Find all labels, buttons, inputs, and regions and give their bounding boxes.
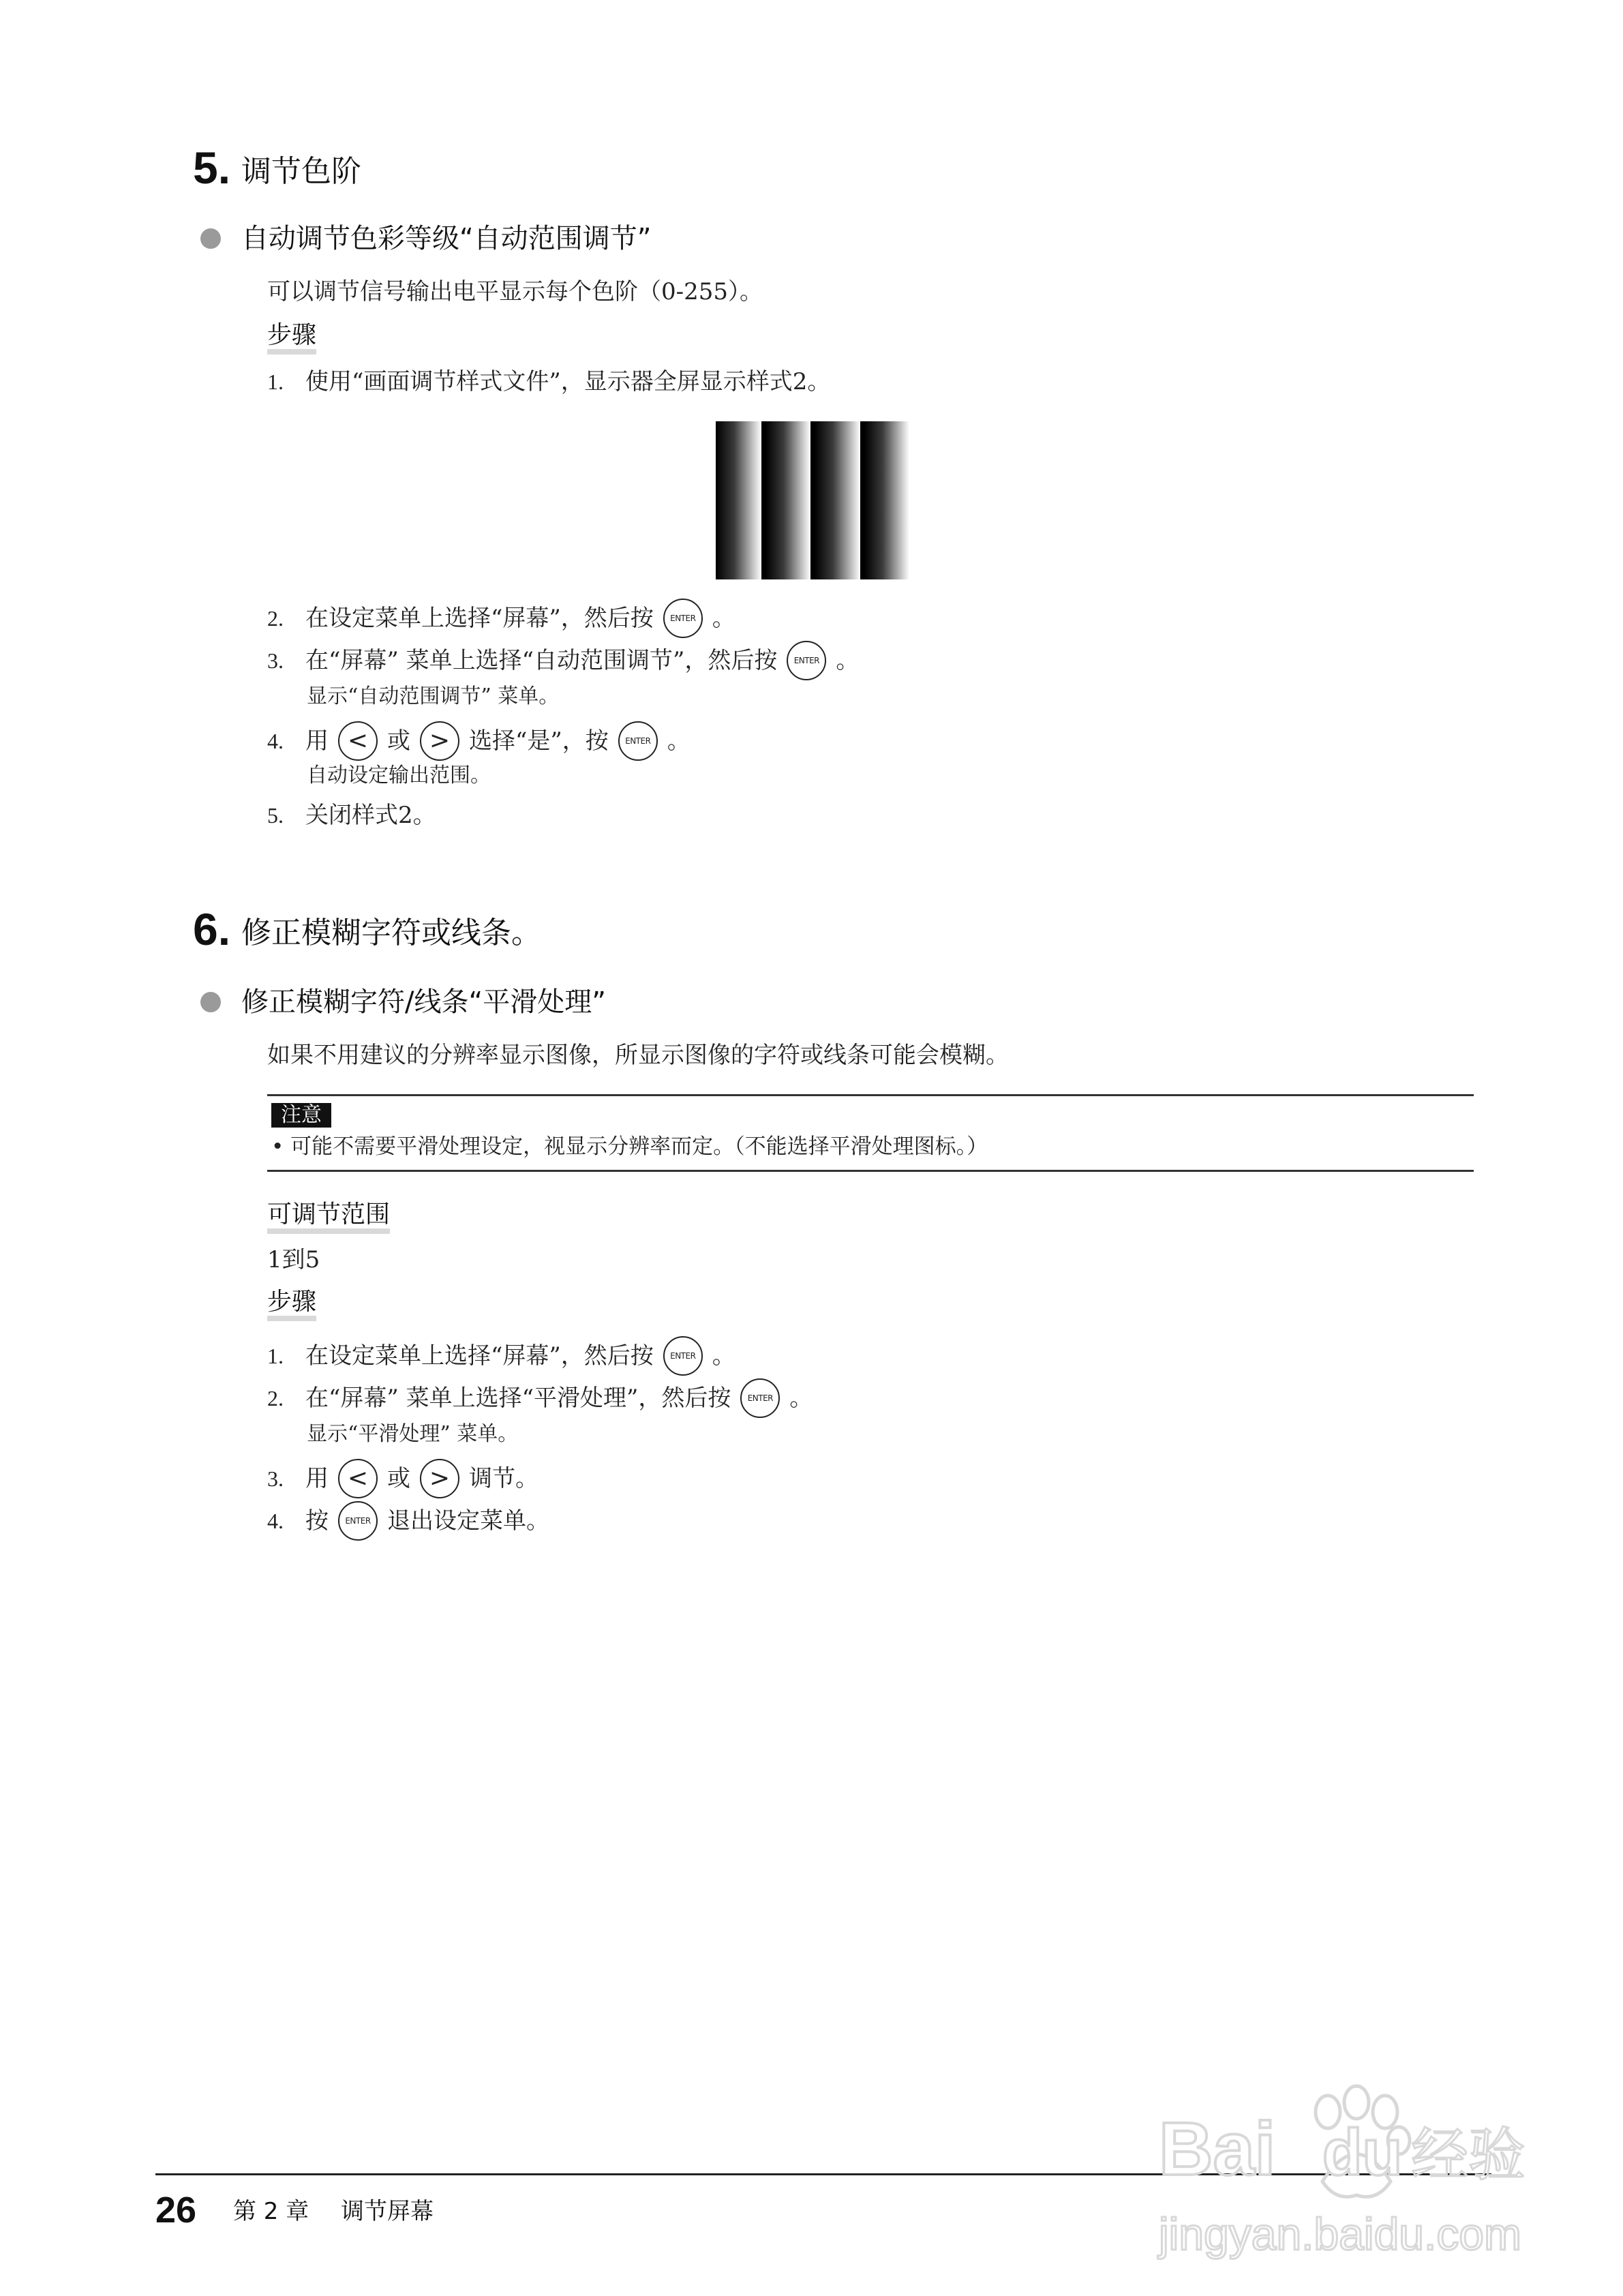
step-text: 或 xyxy=(387,727,410,755)
step-text-end: 调节。 xyxy=(469,1465,539,1492)
step-text-end: 。 xyxy=(789,1385,813,1412)
section-5-step-5 xyxy=(267,802,436,829)
range-label: 可调节范围 xyxy=(267,1201,390,1234)
step-number: 3. xyxy=(267,1466,284,1491)
step-text: 按 xyxy=(305,1507,329,1535)
section-5-step-3 xyxy=(267,641,859,680)
step-number: 3. xyxy=(267,648,284,673)
chapter-title: 调节屏幕 xyxy=(341,2198,434,2225)
range-value: 1到5 xyxy=(267,1246,320,1273)
enter-key-icon: ENTER xyxy=(663,1336,703,1376)
note-label: 注意 xyxy=(271,1103,331,1128)
note-bottom-rule xyxy=(267,1170,1474,1172)
gradient-bar xyxy=(765,421,815,579)
section-6-number: 6. xyxy=(193,904,231,954)
gradient-bar xyxy=(815,421,864,579)
bullet-dot-icon xyxy=(200,228,221,249)
enter-key-icon: ENTER xyxy=(338,1501,378,1541)
section-5-steps-label: 步骤 xyxy=(267,322,316,354)
chapter-label: 第 2 章 xyxy=(233,2198,309,2225)
step-number: 2. xyxy=(267,1386,284,1410)
step-number: 1. xyxy=(267,369,284,394)
step-text-end: 。 xyxy=(712,605,735,632)
left-arrow-key-icon: < xyxy=(338,1459,378,1498)
step-number: 4. xyxy=(267,729,284,753)
step-text: 在“屏幕” 菜单上选择“自动范围调节”，然后按 xyxy=(305,647,778,674)
section-5-title: 调节色阶 xyxy=(241,154,361,189)
section-6-step-4 xyxy=(267,1501,549,1541)
section-5-step-3-note: 显示“自动范围调节” 菜单。 xyxy=(307,684,560,708)
step-number: 2. xyxy=(267,606,284,631)
section-5-step-4-note: 自动设定输出范围。 xyxy=(307,764,491,787)
step-text: 在设定菜单上选择“屏幕”，然后按 xyxy=(305,605,654,632)
note-top-rule xyxy=(267,1094,1474,1096)
section-5-step-4 xyxy=(267,721,691,761)
section-5-number: 5. xyxy=(193,142,231,193)
watermark-brand: Bai xyxy=(1159,2107,1276,2191)
gradient-bar xyxy=(716,421,765,579)
step-text: 选择“是”，按 xyxy=(469,727,609,755)
section-6-intro: 如果不用建议的分辨率显示图像，所显示图像的字符或线条可能会模糊。 xyxy=(267,1042,1009,1069)
section-6-step-2 xyxy=(267,1378,813,1418)
step-text: 用 xyxy=(305,727,329,755)
enter-key-icon: ENTER xyxy=(740,1378,780,1418)
right-arrow-key-icon: > xyxy=(420,1459,459,1498)
left-arrow-key-icon: < xyxy=(338,721,378,761)
step-text: 在“屏幕” 菜单上选择“平滑处理”，然后按 xyxy=(305,1385,731,1412)
step-text: 用 xyxy=(305,1465,329,1492)
step-number: 4. xyxy=(267,1509,284,1533)
baidu-jingyan-watermark xyxy=(1152,2079,1534,2270)
note-text: • 可能不需要平滑处理设定，视显示分辨率而定。（不能选择平滑处理图标。） xyxy=(271,1134,988,1159)
enter-key-icon: ENTER xyxy=(787,641,826,680)
step-number: 1. xyxy=(267,1344,284,1368)
right-arrow-key-icon: > xyxy=(420,721,459,761)
enter-key-icon: ENTER xyxy=(618,721,658,761)
section-5-intro: 可以调节信号输出电平显示每个色阶（0-255）。 xyxy=(267,278,763,305)
gradient-pattern-image xyxy=(716,421,909,579)
step-text-end: 。 xyxy=(712,1342,735,1370)
section-6-step-3 xyxy=(267,1459,539,1498)
watermark-brand2: du xyxy=(1322,2116,1403,2189)
section-6-title: 修正模糊字符或线条。 xyxy=(241,916,541,950)
step-text: 关闭样式2。 xyxy=(305,802,436,829)
section-6-step-1 xyxy=(267,1336,735,1376)
section-5-step-1 xyxy=(267,368,830,395)
bullet-dot-icon xyxy=(200,992,221,1012)
step-number: 5. xyxy=(267,803,284,828)
gradient-bar xyxy=(864,421,910,579)
section-6-subheading: 修正模糊字符/线条“平滑处理” xyxy=(241,986,606,1018)
watermark-product: 经验 xyxy=(1411,2121,1526,2188)
step-text-end: 退出设定菜单。 xyxy=(387,1507,549,1535)
step-text: 在设定菜单上选择“屏幕”，然后按 xyxy=(305,1342,654,1370)
section-5-step-2 xyxy=(267,599,735,638)
step-text: 或 xyxy=(387,1465,410,1492)
section-6-steps-label: 步骤 xyxy=(267,1288,316,1321)
watermark-url: jingyan.baidu.com xyxy=(1159,2209,1521,2259)
section-6-step-2-note: 显示“平滑处理” 菜单。 xyxy=(307,1422,519,1446)
section-5-subheading: 自动调节色彩等级“自动范围调节” xyxy=(241,223,652,254)
enter-key-icon: ENTER xyxy=(663,599,703,638)
page-number: 26 xyxy=(155,2190,197,2231)
step-text-end: 。 xyxy=(836,647,860,674)
step-text: 使用“画面调节样式文件”，显示器全屏显示样式2。 xyxy=(305,368,831,395)
step-text-end: 。 xyxy=(667,727,691,755)
